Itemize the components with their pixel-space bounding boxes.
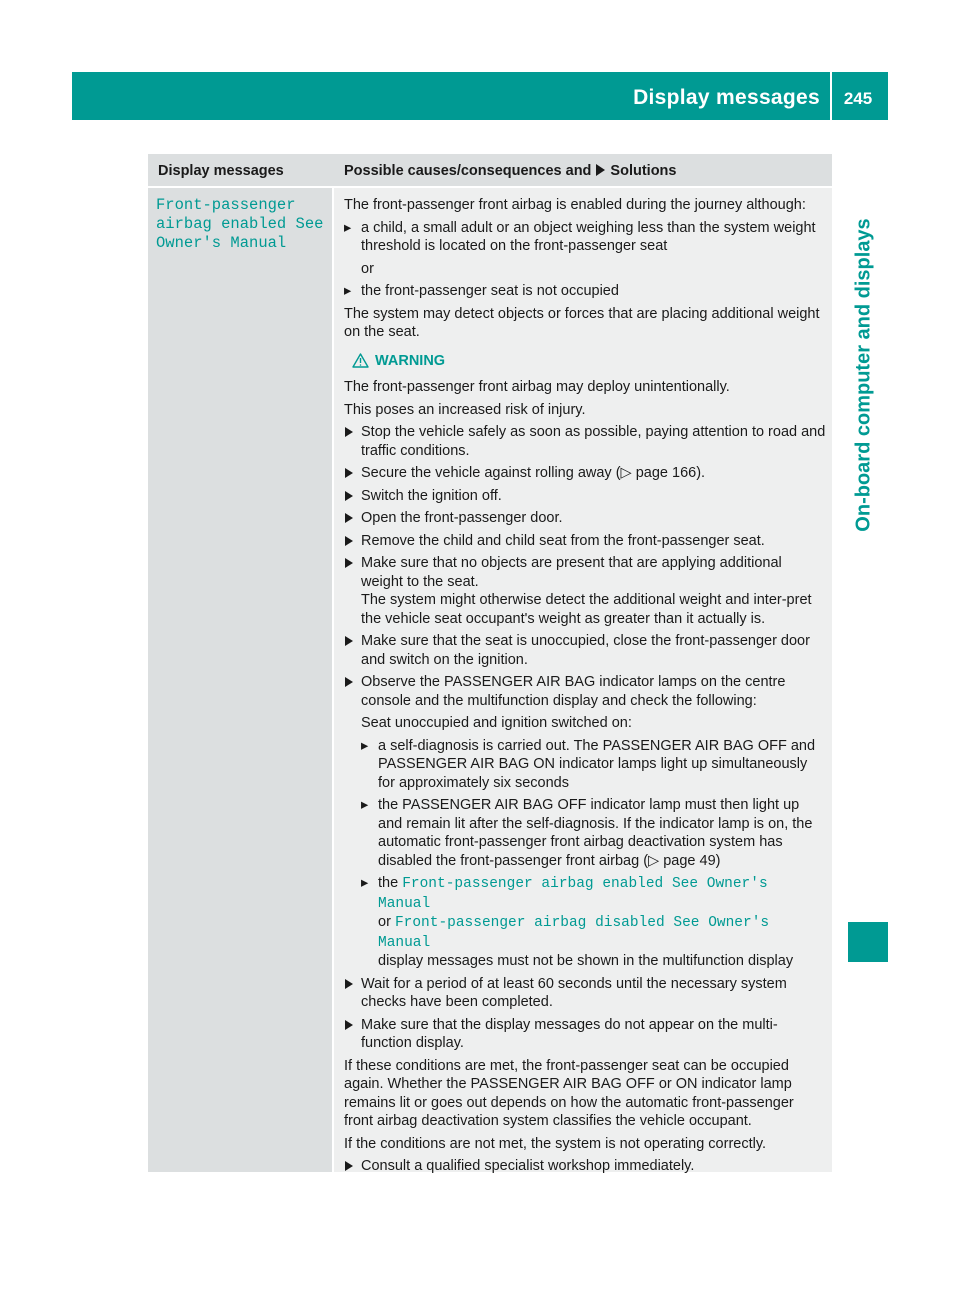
action-step: Switch the ignition off. bbox=[344, 487, 826, 506]
check-text: the bbox=[378, 875, 399, 891]
page-ref-icon: ▷ bbox=[648, 852, 660, 869]
action-step bbox=[344, 554, 826, 628]
action-step: Observe the PASSENGER AIR BAG indicator lamps on the centre console and the multifunction display and check the following: bbox=[344, 673, 826, 710]
solution-text bbox=[344, 196, 826, 1180]
action-step bbox=[344, 464, 826, 483]
step-text: Make sure that no objects are present that are applying additional weight to the seat. bbox=[361, 555, 782, 590]
chapter-tab bbox=[840, 170, 888, 610]
intro-text: The front-passenger front airbag is enabled during the journey although: bbox=[344, 197, 806, 213]
check-item: ▸ a self-diagnosis is carried out. The PASSENGER AIR BAG OFF and PASSENGER AIR BAG ON indicator lamps light up simultaneously for approximately six seconds bbox=[344, 737, 826, 793]
section-title: Display messages bbox=[633, 86, 820, 109]
action-step: Make sure that the display messages do not appear on the multi-function display. bbox=[344, 1016, 826, 1053]
chapter-marker bbox=[848, 922, 888, 962]
step-note: The system might otherwise detect the additional weight and inter-pret the vehicle seat occupant's weight as greater than it actually is. bbox=[361, 592, 812, 627]
action-step: Wait for a period of at least 60 seconds until the necessary system checks have been completed. bbox=[344, 975, 826, 1012]
action-step: Open the front-passenger door. bbox=[344, 509, 826, 528]
display-message-ref: Front-passenger airbag enabled See Owner's Manual bbox=[378, 876, 768, 912]
check-text: display messages must not be shown in the multifunction display bbox=[378, 953, 794, 969]
action-step: Consult a qualified specialist workshop immediately. bbox=[344, 1157, 826, 1176]
detect-text: The system may detect objects or forces that are placing additional weight on the seat. bbox=[344, 305, 820, 340]
column-header-causes-text: Possible causes/consequences and bbox=[344, 163, 592, 179]
condition-text: Seat unoccupied and ignition switched on: bbox=[361, 715, 632, 731]
table-header-row bbox=[148, 154, 832, 186]
check-item bbox=[344, 796, 826, 870]
action-step: Stop the vehicle safely as soon as possible, paying attention to road and traffic conditions. bbox=[344, 423, 826, 460]
display-message: Front-passenger airbag enabled See Owner's Manual bbox=[156, 196, 324, 252]
warning-text: The front-passenger front airbag may deploy unintentionally. bbox=[344, 379, 730, 395]
page-header bbox=[72, 72, 888, 120]
warning-label: WARNING bbox=[375, 352, 446, 369]
action-arrow-icon bbox=[596, 164, 605, 176]
warning-triangle-icon bbox=[352, 353, 369, 368]
solution-cell bbox=[334, 188, 832, 1172]
message-cell bbox=[148, 188, 332, 1172]
check-text: or bbox=[378, 914, 391, 930]
result-text: If the conditions are not met, the system is not operating correctly. bbox=[344, 1135, 767, 1152]
check-item bbox=[344, 874, 826, 971]
chapter-tab-label: On-board computer and displays bbox=[852, 218, 875, 532]
result-text: If these conditions are met, the front-passenger seat can be occupied again. Whether the PASSENGER AIR BAG OFF or ON indicator lamp remains lit or goes out depends on how the automatic front-passenger front airbag deactivation system classifies the vehicle occupant. bbox=[344, 1057, 794, 1129]
display-messages-table bbox=[148, 154, 832, 1172]
page-reference: page 166). bbox=[635, 465, 706, 481]
check-text: the PASSENGER AIR BAG OFF indicator lamp must then light up and remain lit after the self-diagnosis. If the indicator lamp is on, the automatic front-passenger front airbag deactivation system has disabled the front-passenger front airbag ( bbox=[378, 797, 813, 869]
warning-text: This poses an increased risk of injury. bbox=[344, 401, 586, 418]
or-text: or bbox=[361, 260, 374, 277]
action-step: Remove the child and child seat from the front-passenger seat. bbox=[344, 532, 826, 551]
column-header-causes bbox=[344, 154, 676, 186]
cause-item: ▸ the front-passenger seat is not occupied bbox=[344, 282, 826, 301]
page-number: 245 bbox=[843, 89, 873, 108]
header-divider bbox=[830, 72, 832, 120]
page-ref-icon: ▷ bbox=[620, 465, 632, 481]
cause-item: ▸ a child, a small adult or an object weighing less than the system weight threshold is located on the front-passenger seat bbox=[344, 219, 826, 256]
display-message-ref: Front-passenger airbag disabled See Owner's Manual bbox=[378, 915, 770, 951]
page-reference: page 49) bbox=[663, 852, 721, 869]
step-text: Secure the vehicle against rolling away ( bbox=[361, 465, 621, 481]
column-header-solutions-text: Solutions bbox=[610, 163, 677, 179]
column-header-messages: Display messages bbox=[158, 163, 284, 179]
action-step: Make sure that the seat is unoccupied, close the front-passenger door and switch on the ignition. bbox=[344, 632, 826, 669]
warning-heading bbox=[344, 352, 826, 371]
